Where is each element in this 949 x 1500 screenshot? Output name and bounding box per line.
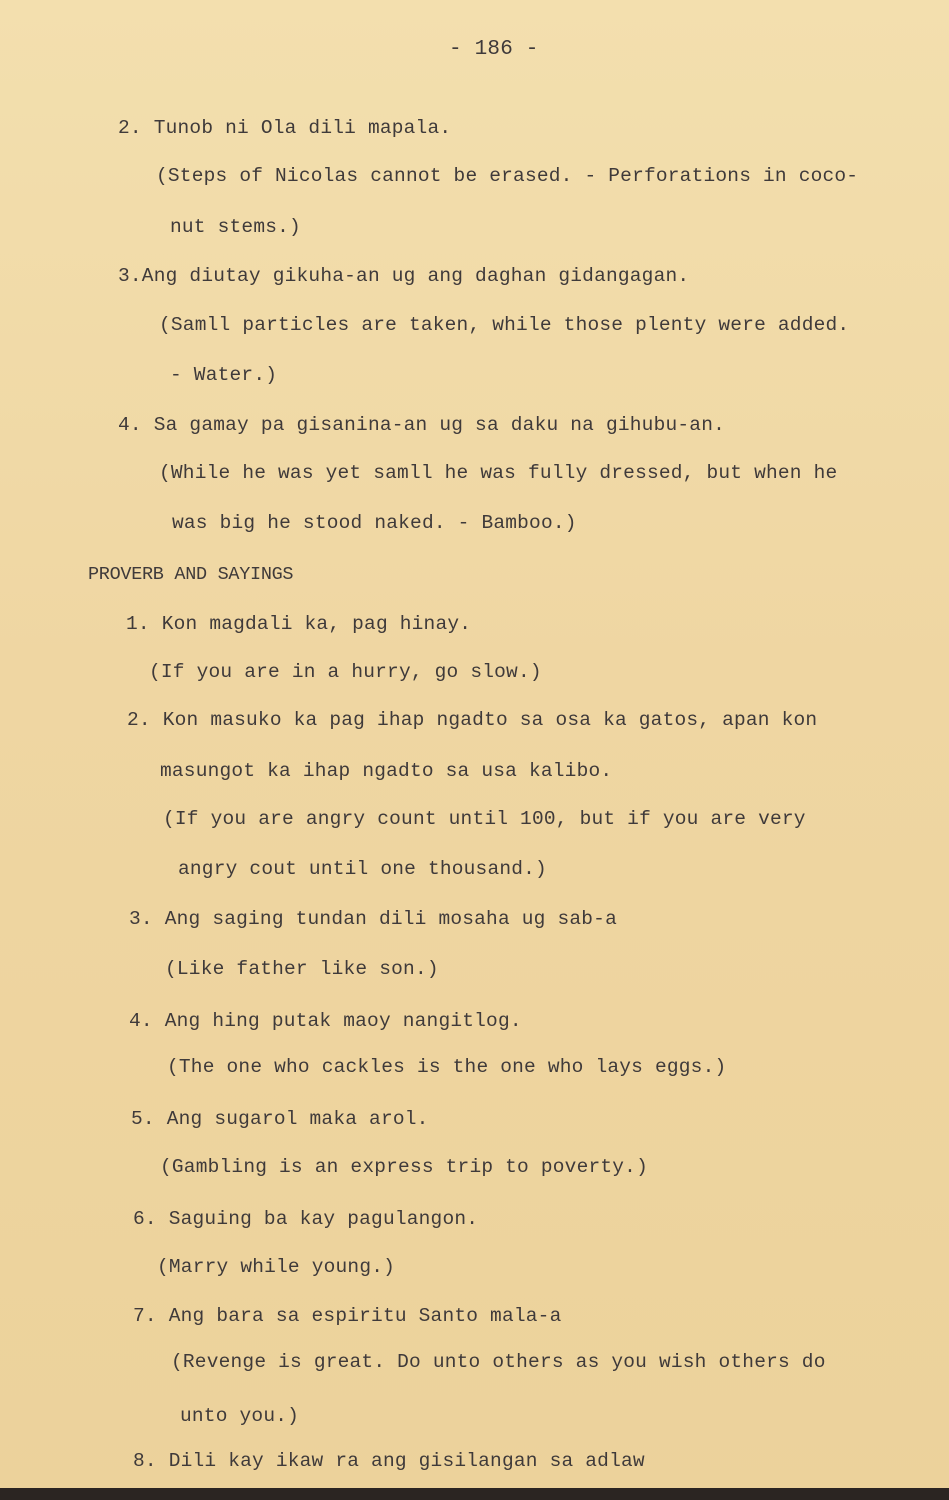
proverb-7-translation-cont: unto you.) bbox=[180, 1405, 300, 1427]
proverb-6-text: 6. Saguing ba kay pagulangon. bbox=[133, 1208, 479, 1230]
proverb-1-text: 1. Kon magdali ka, pag hinay. bbox=[126, 613, 472, 635]
proverb-2-text-cont: masungot ka ihap ngadto sa usa kalibo. bbox=[160, 760, 613, 782]
riddle-3-translation-cont: - Water.) bbox=[170, 364, 278, 386]
riddle-4-translation: (While he was yet samll he was fully dressed, but when he bbox=[159, 462, 838, 484]
proverb-7-text: 7. Ang bara sa espiritu Santo mala-a bbox=[133, 1305, 562, 1327]
riddle-3-translation: (Samll particles are taken, while those plenty were added. bbox=[159, 314, 850, 336]
proverb-4-translation: (The one who cackles is the one who lays eggs.) bbox=[167, 1056, 727, 1078]
proverb-6-translation: (Marry while young.) bbox=[157, 1256, 396, 1278]
riddle-2-translation-cont: nut stems.) bbox=[170, 216, 301, 238]
riddle-2-text: 2. Tunob ni Ola dili mapala. bbox=[118, 117, 452, 139]
proverb-3-text: 3. Ang saging tundan dili mosaha ug sab-a bbox=[129, 908, 617, 930]
section-heading: PROVERB AND SAYINGS bbox=[88, 564, 294, 585]
riddle-4-text: 4. Sa gamay pa gisanina-an ug sa daku na gihubu-an. bbox=[118, 414, 725, 436]
riddle-3-text: 3.Ang diutay gikuha-an ug ang daghan gidangagan. bbox=[118, 265, 690, 287]
page-number: - 186 - bbox=[449, 38, 539, 61]
riddle-4-translation-cont: was big he stood naked. - Bamboo.) bbox=[172, 512, 577, 534]
proverb-1-translation: (If you are in a hurry, go slow.) bbox=[149, 661, 542, 683]
proverb-2-translation: (If you are angry count until 100, but if you are very bbox=[163, 808, 806, 830]
proverb-2-translation-cont: angry cout until one thousand.) bbox=[178, 858, 547, 880]
proverb-2-text: 2. Kon masuko ka pag ihap ngadto sa osa ka gatos, apan kon bbox=[127, 709, 818, 731]
proverb-3-translation: (Like father like son.) bbox=[165, 958, 439, 980]
page-bottom-edge bbox=[0, 1488, 949, 1500]
proverb-5-text: 5. Ang sugarol maka arol. bbox=[131, 1108, 429, 1130]
proverb-4-text: 4. Ang hing putak maoy nangitlog. bbox=[129, 1010, 522, 1032]
riddle-2-translation: (Steps of Nicolas cannot be erased. - Perforations in coco- bbox=[156, 165, 859, 187]
proverb-8-text: 8. Dili kay ikaw ra ang gisilangan sa adlaw bbox=[133, 1450, 645, 1472]
proverb-7-translation: (Revenge is great. Do unto others as you wish others do bbox=[171, 1351, 826, 1373]
proverb-5-translation: (Gambling is an express trip to poverty.) bbox=[160, 1156, 648, 1178]
